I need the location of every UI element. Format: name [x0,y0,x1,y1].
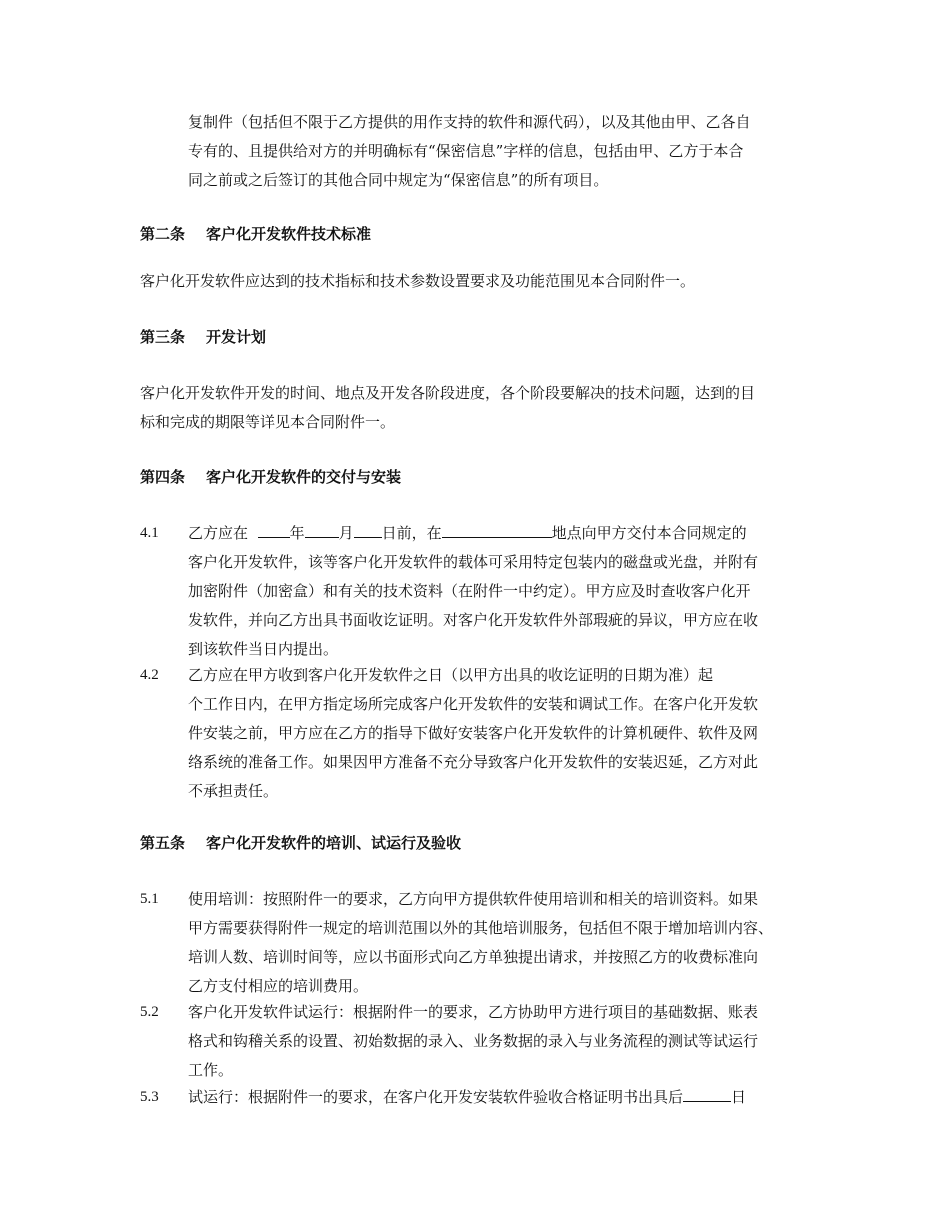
clause-4-2-line-3: 件安装之前，甲方应在乙方的指导下做好安装客户化开发软件的计算机硬件、软件及网 [188,724,759,742]
article-3-line-1: 客户化开发软件开发的时间、地点及开发各阶段进度，各个阶段要解决的技术问题，达到的目 [140,384,756,402]
article-2-title: 客户化开发软件技术标准 [206,225,372,243]
clause-4-2-number: 4.2 [140,667,159,683]
clause-5-2-line-1: 客户化开发软件试运行：根据附件一的要求，乙方协助甲方进行项目的基础数据、账表 [188,1003,759,1021]
article-3-number: 第三条 [140,328,186,346]
clause-5-3-body [188,1083,813,1112]
article-3-title: 开发计划 [206,328,267,346]
intro-paragraph [188,108,813,195]
clause-4-2-line-5: 不承担责任。 [188,782,279,800]
clause-5-1-line-1: 使用培训：按照附件一的要求，乙方向甲方提供软件使用培训和相关的培训资料。如果 [188,890,759,908]
article-3-heading [140,323,266,352]
clause-5-3-number: 5.3 [140,1089,159,1105]
clause-4-2-line-2: 个工作日内，在甲方指定场所完成客户化开发软件的安装和调试工作。在客户化开发软 [188,695,759,713]
clause-5-3-text-a: 试运行：根据附件一的要求，在客户化开发安装软件验收合格证明书出具后 [188,1088,684,1106]
clause-5-3-first-line [188,1083,813,1112]
clause-5-1-body [188,885,813,1001]
clause-4-2-line-4: 络系统的准备工作。如果因甲方准备不充分导致客户化开发软件的安装迟延，乙方对此 [188,753,759,771]
article-5-number: 第五条 [140,834,186,852]
year-blank[interactable] [258,522,290,538]
article-4-number: 第四条 [140,468,186,486]
clause-4-1-text-month: 月 [338,524,354,542]
intro-line-3: 同之前或之后签订的其他合同中规定为“保密信息”的所有项目。 [188,171,609,189]
clause-4-1-line-3: 加密附件（加密盒）和有关的技术资料（在附件一中约定）。甲方应及时查收客户化开 [188,582,751,600]
article-2-body [140,267,813,296]
days-blank[interactable] [683,1086,731,1102]
clause-5-2-line-3: 工作。 [188,1061,234,1079]
clause-4-1-body [188,519,813,664]
clause-5-2-line-2: 格式和钩稽关系的设置、初始数据的录入、业务数据的录入与业务流程的测试等试运行 [188,1032,759,1050]
article-3-body [140,379,813,437]
clause-4-1-text-day: 日前，在 [381,524,442,542]
clause-5-2-body [188,998,813,1085]
clause-4-1-text-year: 年 [289,524,305,542]
clause-5-3-text-day: 日 [731,1088,747,1106]
article-5-heading [140,829,461,858]
clause-4-2-body [188,661,813,806]
article-2-heading [140,220,371,249]
article-3-line-2: 标和完成的期限等详见本合同附件一。 [140,413,396,431]
clause-5-2-number: 5.2 [140,1004,159,1020]
location-blank[interactable] [442,522,552,538]
month-blank[interactable] [305,522,339,538]
article-4-title: 客户化开发软件的交付与安装 [206,468,402,486]
clause-5-1-line-4: 乙方支付相应的培训费用。 [188,977,369,995]
clause-5-1-line-2: 甲方需要获得附件一规定的培训范围以外的其他培训服务，包括但不限于增加培训内容、 [188,919,774,937]
clause-4-1-line-2: 客户化开发软件，该等客户化开发软件的载体可采用特定包装内的磁盘或光盘，并附有 [188,553,759,571]
clause-4-1-text-b: 地点向甲方交付本合同规定的 [551,524,747,542]
clause-4-1-text-a: 乙方应在 [188,524,249,542]
clause-4-1-number: 4.1 [140,525,159,541]
intro-line-2: 专有的、且提供给对方的并明确标有“保密信息”字样的信息，包括由甲、乙方于本合 [188,142,744,160]
clause-4-2-line-1: 乙方应在甲方收到客户化开发软件之日（以甲方出具的收讫证明的日期为准）起 [188,666,714,684]
clause-4-1-line-5: 到该软件当日内提出。 [188,640,339,658]
article-2-number: 第二条 [140,225,186,243]
article-2-line-1: 客户化开发软件应达到的技术指标和技术参数设置要求及功能范围见本合同附件一。 [140,272,696,290]
clause-4-1-first-line [188,519,813,548]
clause-4-1-line-4: 发软件，并向乙方出具书面收讫证明。对客户化开发软件外部瑕疵的异议，甲方应在收 [188,611,759,629]
day-blank[interactable] [354,522,382,538]
intro-line-1: 复制件（包括但不限于乙方提供的用作支持的软件和源代码），以及其他由甲、乙各自 [188,113,751,131]
article-5-title: 客户化开发软件的培训、试运行及验收 [206,834,462,852]
article-4-heading [140,463,401,492]
clause-5-1-line-3: 培训人数、培训时间等，应以书面形式向乙方单独提出请求，并按照乙方的收费标准向 [188,948,759,966]
clause-5-1-number: 5.1 [140,891,159,907]
